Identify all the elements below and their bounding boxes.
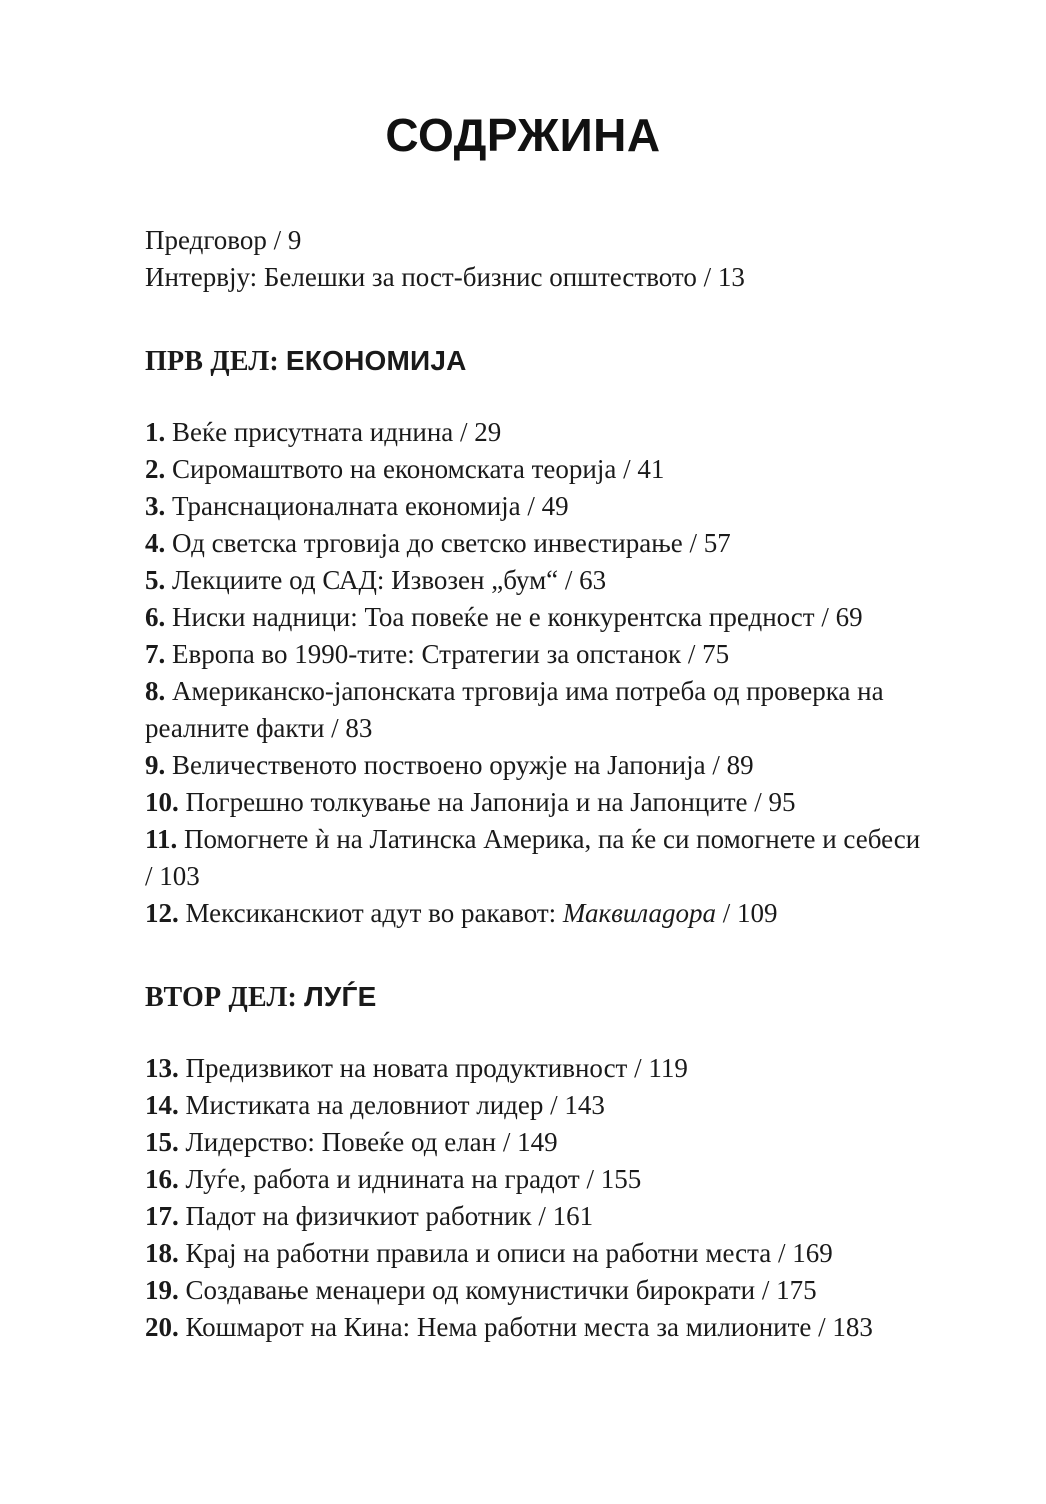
chapter-number: 20.	[145, 1312, 179, 1342]
chapter-title: Мистиката на деловниот лидер / 143	[185, 1090, 605, 1120]
chapter-entry	[145, 1050, 928, 1087]
chapter-title-italic: Маквиладора	[562, 898, 716, 928]
front-matter-list	[145, 222, 928, 296]
part-heading-one	[145, 344, 928, 379]
chapter-entry	[145, 821, 928, 895]
chapter-title: Падот на физичкиот работник / 161	[185, 1201, 594, 1231]
chapter-entry	[145, 747, 928, 784]
chapter-title: Од светска трговија до светско инвестирање / 57	[172, 528, 731, 558]
chapter-number: 10.	[145, 787, 179, 817]
chapter-entry	[145, 488, 928, 525]
chapter-entry	[145, 1235, 928, 1272]
chapter-title: Транснационалната економија / 49	[172, 491, 569, 521]
chapter-title: Американско-јапонската трговија има потреба од проверка на реалните факти / 83	[145, 676, 884, 743]
chapter-title-pre: Мексиканскиот адут во ракавот:	[185, 898, 563, 928]
chapter-number: 15.	[145, 1127, 179, 1157]
chapter-number: 14.	[145, 1090, 179, 1120]
chapter-title: Погрешно толкување на Јапонија и на Јапонците / 95	[185, 787, 796, 817]
part-label: ВТОР ДЕЛ:	[145, 982, 298, 1013]
chapter-number: 12.	[145, 898, 179, 928]
chapter-entry	[145, 1161, 928, 1198]
chapter-title: Кошмарот на Кина: Нема работни места за милионите / 183	[185, 1312, 873, 1342]
chapter-entry	[145, 1272, 928, 1309]
chapter-title: Веќе присутната иднина / 29	[172, 417, 502, 447]
chapter-entry	[145, 414, 928, 451]
chapter-entry	[145, 895, 928, 932]
chapter-list-one	[145, 414, 928, 932]
chapter-number: 13.	[145, 1053, 179, 1083]
chapter-title: Крај на работни правила и описи на работни места / 169	[185, 1238, 833, 1268]
chapter-entry	[145, 599, 928, 636]
chapter-entry	[145, 673, 928, 747]
chapter-number: 8.	[145, 676, 166, 706]
chapter-title: Лекциите од САД: Извозен „бум“ / 63	[172, 565, 607, 595]
chapter-title	[186, 898, 778, 928]
chapter-entry	[145, 525, 928, 562]
chapter-title: Предизвикот на новата продуктивност / 119	[185, 1053, 688, 1083]
chapter-entry	[145, 636, 928, 673]
chapter-title: Создавање менаџери од комунистички бирократи / 175	[185, 1275, 817, 1305]
part-section-two	[145, 980, 928, 1346]
chapter-number: 16.	[145, 1164, 179, 1194]
chapter-number: 3.	[145, 491, 166, 521]
part-name: ЛУЃЕ	[304, 981, 377, 1012]
chapter-title-post: / 109	[715, 898, 778, 928]
chapter-number: 18.	[145, 1238, 179, 1268]
part-label: ПРВ ДЕЛ:	[145, 346, 279, 377]
front-matter-item: Интервју: Белешки за пост-бизнис општеството / 13	[145, 262, 745, 292]
chapter-number: 7.	[145, 639, 166, 669]
front-matter-item: Предговор / 9	[145, 225, 302, 255]
part-heading-two	[145, 980, 928, 1015]
chapter-title: Ниски надници: Тоа повеќе не е конкурентска предност / 69	[172, 602, 863, 632]
chapter-title: Лидерство: Повеќе од елан / 149	[185, 1127, 558, 1157]
chapter-title: Сиромаштвото на економската теорија / 41	[172, 454, 665, 484]
chapter-number: 4.	[145, 528, 166, 558]
part-name: ЕКОНОМИЈА	[285, 345, 467, 376]
chapter-number: 6.	[145, 602, 166, 632]
part-section-one	[145, 344, 928, 932]
chapter-title: Луѓе, работа и иднината на градот / 155	[185, 1164, 642, 1194]
chapter-entry	[145, 1198, 928, 1235]
page-title: СОДРЖИНА	[385, 109, 661, 161]
chapter-number: 9.	[145, 750, 166, 780]
chapter-title: Помогнете ѝ на Латинска Америка, па ќе си помогнете и себеси / 103	[145, 824, 921, 891]
chapter-number: 11.	[145, 824, 178, 854]
chapter-number: 5.	[145, 565, 166, 595]
chapter-number: 19.	[145, 1275, 179, 1305]
chapter-list-two	[145, 1050, 928, 1346]
chapter-number: 1.	[145, 417, 166, 447]
chapter-entry	[145, 1309, 928, 1346]
chapter-number: 2.	[145, 454, 166, 484]
chapter-entry	[145, 562, 928, 599]
chapter-entry	[145, 451, 928, 488]
chapter-title: Европа во 1990-тите: Стратегии за опстанок / 75	[172, 639, 730, 669]
chapter-entry	[145, 784, 928, 821]
chapter-entry	[145, 1087, 928, 1124]
chapter-number: 17.	[145, 1201, 179, 1231]
chapter-entry	[145, 1124, 928, 1161]
chapter-title: Величественото поствоено оружје на Јапонија / 89	[172, 750, 754, 780]
